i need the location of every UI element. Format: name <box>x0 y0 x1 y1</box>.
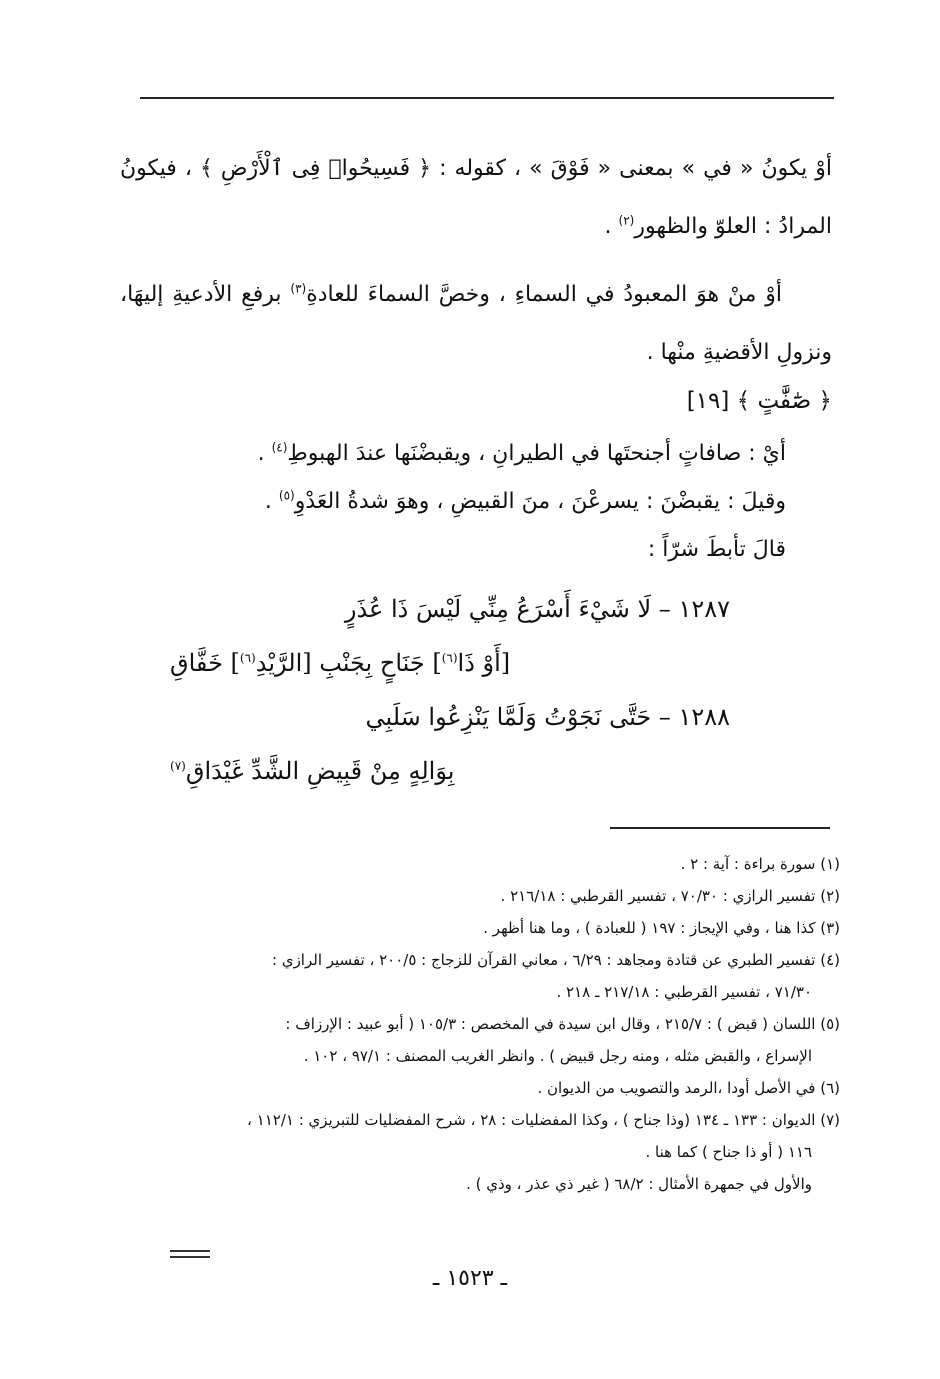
footnote-ref-6a: (٦) <box>441 651 458 665</box>
para2-text: أوْ منْ هوَ المعبودُ في السماءِ ، وخصَّ السماءَ للعادةِ <box>306 282 782 307</box>
header-rule <box>140 97 834 99</box>
footnote-ref-5: (٥) <box>278 488 295 503</box>
footnote-ref-3: (٣) <box>290 281 307 296</box>
footnote-ref-7: (٧) <box>170 759 186 773</box>
quran-heading: ﴿ صَٰٓفَّٰتٍ ﴾ [١٩] <box>686 388 832 414</box>
verse-1287-part-b: ] جَنَاحٍ بِجَنْبِ [الرَّيْدِ <box>255 649 442 677</box>
poem-block <box>170 582 730 798</box>
paragraph-1 <box>120 140 832 256</box>
footnote-rule <box>610 827 830 829</box>
verse-1287-second <box>170 636 730 690</box>
verse-1287-first: ١٢٨٧ – لَا شَيْءَ أَسْرَعُ مِنِّي لَيْسَ ذَا عُذَرٍ <box>344 595 730 623</box>
end-mark <box>170 1250 210 1258</box>
line3-text: قالَ تأبطَ شرّاً : <box>647 537 786 562</box>
line1-text: أيْ : صافاتٍ أجنحتَها في الطيرانِ ، ويقبضْنَها عندَ الهبوطِ <box>287 441 786 466</box>
line2-text: وقيلَ : يقبضْنَ : يسرعْنَ ، منَ القبيضِ ، وهوَ شدةُ العَدْوِ <box>294 489 786 514</box>
footnote-7-cont2: والأول في جمهرة الأمثال : ٦٨/٢ ( غير ذي عذر ، وذي ) . <box>466 1175 812 1193</box>
footnote-4-cont: ٧١/٣٠ ، تفسير القرطبي : ٢١٧/١٨ ـ ٢١٨ . <box>556 983 812 1001</box>
footnote-7-cont: ١١٦ ( أو ذا جناح ) كما هنا . <box>645 1143 812 1161</box>
footnote-4: (٤) تفسير الطبري عن قتادة ومجاهد : ٦/٢٩ ، معاني القرآن للزجاج : ٢٠٠/٥ ، تفسير الرازي : <box>272 951 840 969</box>
footnote-6: (٦) في الأصل أودا ،الرمد والتصويب من الديوان . <box>537 1079 840 1097</box>
para2-end: برفعِ الأدعيةِ إليهَا، ونزولِ الأقضيةِ منْها . <box>120 282 832 365</box>
verse-1287-part-a: [أَوْ ذَا <box>457 649 511 677</box>
footnotes <box>124 848 840 1200</box>
footnote-2: (٢) تفسير الرازي : ٧٠/٣٠ ، تفسير القرطبي : ٢١٦/١٨ . <box>500 887 840 905</box>
verse-1288-text: بِوَالِهٍ مِنْ قَبِيضِ الشَّدِّ غَيْدَاقِ <box>185 757 455 785</box>
footnote-ref-6b: (٦) <box>239 651 256 665</box>
para1-end: . <box>604 214 619 239</box>
verse-1288-second <box>170 744 730 798</box>
footnote-5-cont: الإسراع ، والقبض مثله ، ومنه رجل قبيض ) . وانظر الغريب المصنف : ٩٧/١ ، ١٠٢ . <box>303 1047 812 1065</box>
page-number: ـ ١٥٢٣ ـ <box>432 1266 508 1291</box>
footnote-7: (٧) الديوان : ١٣٣ ـ ١٣٤ (وذا جناح ) ، وكذا المفضليات : ٢٨ ، شرح المفضليات للتبريزي : ١١٢/١ ، <box>247 1111 840 1129</box>
footnote-ref-4: (٤) <box>271 440 288 455</box>
footnote-ref-2: (٢) <box>618 213 635 228</box>
footnote-1: (١) سورة براءة : آية : ٢ . <box>680 855 840 873</box>
verse-1287-part-c: ] خَفَّاقِ <box>170 649 240 677</box>
explanation-block: أيْ : صافاتٍ أجنحتَها في الطيرانِ ، ويقبضْنَها عندَ الهبوطِ$^{(٤)}$ . وقيلَ : يقبضْنَ : يسرعْنَ ، منَ القبيضِ ، وهوَ شدةُ العَدْوِ$^{(٥)}$ . قالَ تأبطَ شرّاً : <box>120 430 786 574</box>
paragraph-2 <box>120 266 832 382</box>
footnote-3: (٣) كذا هنا ، وفي الإيجاز : ١٩٧ ( للعبادة ) ، وما هنا أظهر . <box>483 919 840 937</box>
verse-heading <box>120 378 832 424</box>
verse-1288-first: ١٢٨٨ – حَتَّى نَجَوْتُ وَلَمَّا يَنْزِعُوا سَلَبِي <box>365 703 730 731</box>
para1-text: أوْ يكونُ « في » بمعنى « فَوْقَ » ، كقوله : ﴿ فَسِيحُوا۟ فِى ٱلْأَرْضِ ﴾ ، فيكونُ المرادُ : العلوّ والظهور <box>120 156 832 239</box>
footnote-5: (٥) اللسان ( قبض ) : ٢١٥/٧ ، وقال ابن سيدة في المخصص : ١٠٥/٣ ( أبو عبيد : الإرزاف : <box>285 1015 840 1033</box>
